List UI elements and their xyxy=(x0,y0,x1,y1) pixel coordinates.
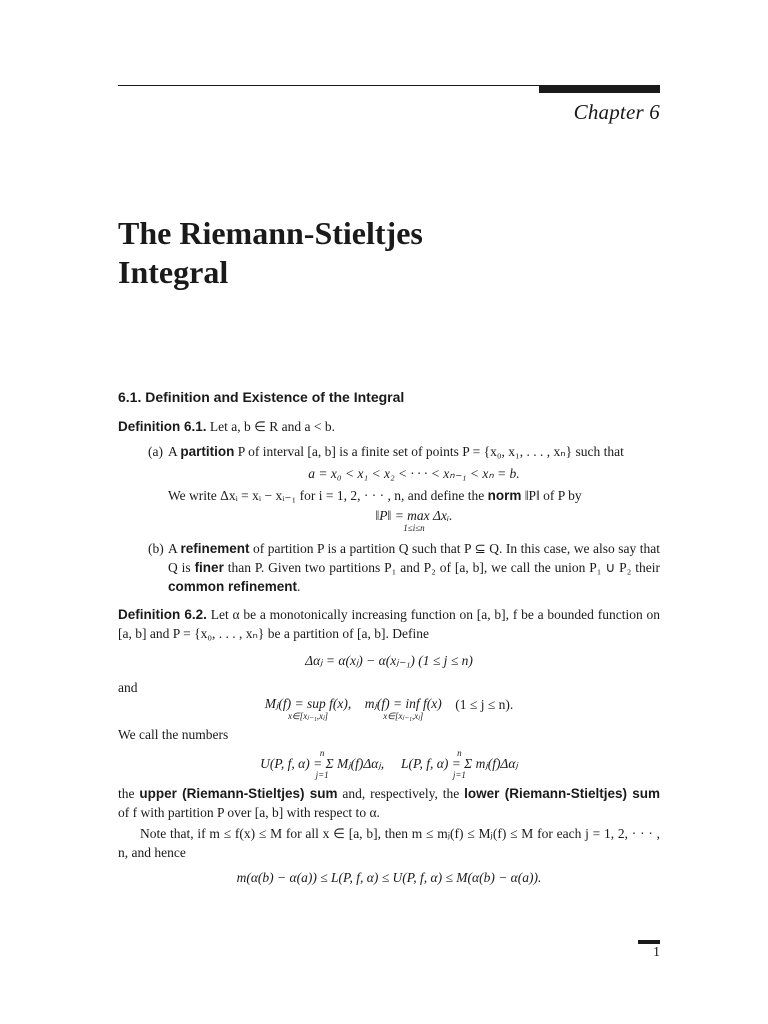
max-expression xyxy=(376,509,453,533)
body-text: the xyxy=(118,786,135,801)
keyword-partition: partition xyxy=(180,444,235,459)
upper-sum-limits xyxy=(260,748,384,780)
sum-upper-limit: n xyxy=(457,748,462,758)
item-tag: (b) xyxy=(148,541,164,556)
display-equation-sums xyxy=(118,748,660,780)
body-content xyxy=(118,386,660,887)
definition-label: Definition 6.2. xyxy=(118,607,207,622)
item-text: P of interval [a, b] is a finite set of points P = {x₀, x₁, . . . , xₙ} such that xyxy=(237,444,624,459)
equation-range: (1 ≤ j ≤ n). xyxy=(455,697,514,712)
footer-rule xyxy=(638,940,660,944)
lower-sum-limits xyxy=(401,748,518,780)
item-text: of partition P is a partition Q such that P ⊆ Q. In this case, we also say that Q is xyxy=(168,541,660,575)
definition-6-2 xyxy=(118,605,660,643)
note-paragraph: Note that, if m ≤ f(x) ≤ M for all x ∈ [a, b], then m ≤ mⱼ(f) ≤ Mⱼ(f) ≤ M for each j = 1, 2, · · · , n, and hence xyxy=(118,826,660,860)
definition-intro: Let a, b ∈ R and a < b. xyxy=(209,419,335,434)
definition-text: Let α be a monotonically increasing function on [a, b], f be a bounded function on [a, b] and P = {x₀, . . . , xₙ} be a partition of [a, b]. Define xyxy=(118,607,660,641)
display-equation-final: m(α(b) − α(a)) ≤ L(P, f, α) ≤ U(P, f, α) ≤ M(α(b) − α(a)). xyxy=(236,870,542,885)
sum-upper-limit: n xyxy=(319,748,325,758)
sum-definition-text xyxy=(118,784,660,822)
page xyxy=(118,0,660,1024)
call-numbers-text: We call the numbers xyxy=(118,727,229,742)
sum-lower-limit: j=1 xyxy=(452,770,466,780)
header-rule-accent xyxy=(539,86,660,93)
display-equation-delta: Δαⱼ = α(xⱼ) − α(xⱼ₋₁) (1 ≤ j ≤ n) xyxy=(305,653,473,668)
display-equation: a = x₀ < x₁ < x₂ < · · · < xₙ₋₁ < xₙ = b. xyxy=(308,466,520,481)
item-tag: (a) xyxy=(148,444,163,459)
keyword-common-refinement: common refinement xyxy=(168,579,298,594)
equation-limit: x∈[xⱼ₋₁,xⱼ] xyxy=(383,711,424,721)
keyword-norm: norm xyxy=(487,488,522,503)
definition-item-a xyxy=(118,442,660,533)
item-text: A xyxy=(168,541,178,556)
equation-limit: 1≤i≤n xyxy=(403,523,425,533)
item-text: than P. Given two partitions P₁ and P₂ of [a, b], we call the union P₁ ∪ P₂ their xyxy=(227,560,660,575)
definition-6-1 xyxy=(118,417,660,436)
chapter-title-line2: Integral xyxy=(118,254,229,290)
norm-sentence xyxy=(168,486,660,505)
keyword-upper-sum: upper (Riemann-Stieltjes) sum xyxy=(139,786,338,801)
item-text: . xyxy=(297,579,301,594)
definition-label: Definition 6.1. xyxy=(118,419,207,434)
equation-text: U(P, f, α) = Σ Mⱼ(f)Δαⱼ, xyxy=(260,756,385,771)
item-text: We write Δxᵢ = xᵢ − xᵢ₋₁ for i = 1, 2, · · · , n, and define the xyxy=(168,488,485,503)
equation-text: ‖P‖ = max Δxᵢ. xyxy=(375,508,453,523)
body-text: and, respectively, the xyxy=(342,786,460,801)
inf-expression xyxy=(365,697,442,721)
item-text: A xyxy=(168,444,178,459)
item-text: ‖P‖ of P by xyxy=(524,488,582,503)
section-heading: 6.1. Definition and Existence of the Integral xyxy=(118,389,405,405)
keyword-finer: finer xyxy=(194,560,224,575)
chapter-label: Chapter 6 xyxy=(573,100,660,124)
equation-text: Mⱼ(f) = sup f(x), xyxy=(264,696,352,711)
and-word: and xyxy=(118,680,138,695)
keyword-lower-sum: lower (Riemann-Stieltjes) sum xyxy=(464,786,661,801)
definition-item-b xyxy=(118,539,660,596)
display-equation-norm xyxy=(168,509,660,533)
page-number: 1 xyxy=(653,945,660,960)
sum-lower-limit: j=1 xyxy=(315,770,329,780)
sup-expression xyxy=(265,697,351,721)
equation-text: mⱼ(f) = inf f(x) xyxy=(364,696,442,711)
body-text: of f with partition P over [a, b] with respect to α. xyxy=(118,805,380,820)
chapter-title-line1: The Riemann-Stieltjes xyxy=(118,215,423,251)
equation-limit: x∈[xⱼ₋₁,xⱼ] xyxy=(287,711,329,721)
chapter-title xyxy=(118,214,660,292)
keyword-refinement: refinement xyxy=(180,541,250,556)
display-equation-sup-inf xyxy=(118,697,660,721)
equation-text: L(P, f, α) = Σ mⱼ(f)Δαⱼ xyxy=(400,756,518,771)
